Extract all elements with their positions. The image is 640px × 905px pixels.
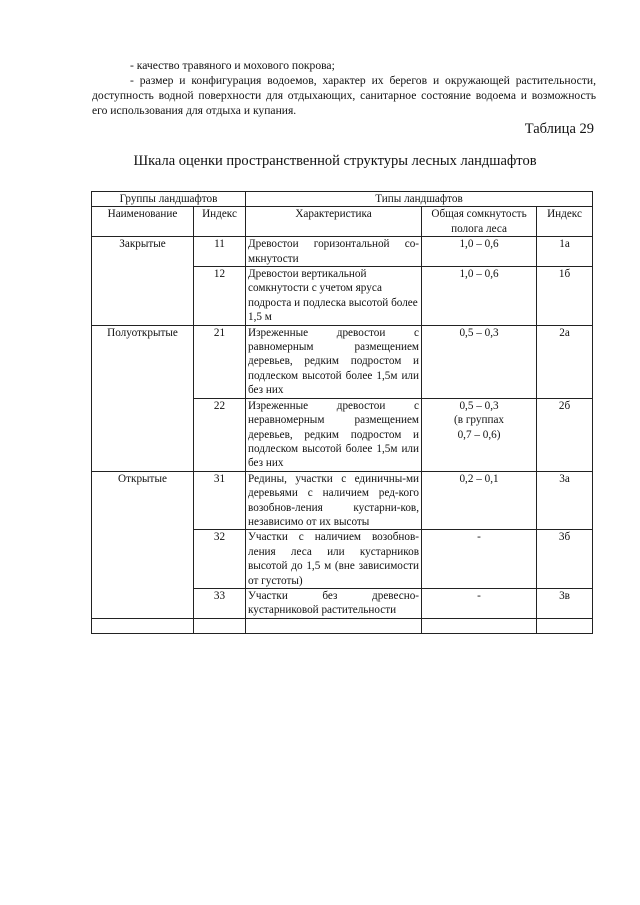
row-index: 31 bbox=[194, 471, 246, 530]
header-type-index: Индекс bbox=[537, 207, 593, 237]
row-characteristic: Изреженные древостои с равномерным размещением деревьев, редким подростом и подлеском высотой более 1,5м или без них bbox=[246, 325, 422, 398]
row-index: 33 bbox=[194, 588, 246, 618]
group-name: Полуоткрытые bbox=[92, 325, 194, 471]
header-characteristic: Характеристика bbox=[246, 207, 422, 237]
row-type-index: 3в bbox=[537, 588, 593, 618]
landscape-structure-table bbox=[91, 191, 593, 634]
row-characteristic: Участки без древесно-кустарниковой растительности bbox=[246, 588, 422, 618]
group-name: Закрытые bbox=[92, 237, 194, 325]
header-landscape-groups: Группы ландшафтов bbox=[92, 192, 246, 207]
intro-bullet-grass: - качество травяного и мохового покрова; bbox=[130, 59, 335, 72]
row-density: 0,2 – 0,1 bbox=[422, 471, 537, 530]
table-header-row-columns bbox=[92, 207, 593, 237]
header-landscape-types: Типы ландшафтов bbox=[246, 192, 593, 207]
row-characteristic: Изреженные древостои с неравномерным размещением деревьев, редким подростом и подлеском высотой более 1,5м или без них bbox=[246, 398, 422, 471]
row-density: - bbox=[422, 588, 537, 618]
header-index: Индекс bbox=[194, 207, 246, 237]
header-density: Общая сомкнутость полога леса bbox=[422, 207, 537, 237]
table-title: Шкала оценки пространственной структуры лесных ландшафтов bbox=[133, 153, 537, 169]
intro-text bbox=[92, 58, 596, 118]
table-number-label: Таблица 29 bbox=[524, 121, 594, 137]
row-density-cell bbox=[422, 398, 537, 471]
row-density: 1,0 – 0,6 bbox=[422, 237, 537, 267]
table-row bbox=[92, 471, 593, 530]
row-density: 1,0 – 0,6 bbox=[422, 267, 537, 326]
table-bottom-spacer bbox=[92, 618, 593, 633]
row-type-index: 2б bbox=[537, 398, 593, 471]
row-index: 21 bbox=[194, 325, 246, 398]
row-index: 22 bbox=[194, 398, 246, 471]
group-name: Открытые bbox=[92, 471, 194, 618]
row-characteristic: Редины, участки с единичны-ми деревьями с наличием ред-кого возобнов-ления кустарни-ков, независимо от их высоты bbox=[246, 471, 422, 530]
row-index: 32 bbox=[194, 530, 246, 589]
intro-bullet-water: - размер и конфигурация водоемов, характер их берегов и окружающей растительности, доступность водной поверхности для отдыхающих, санитарное состояние водоема и возможность его использования для отдыха и купания. bbox=[92, 74, 596, 117]
row-density: 0,5 – 0,3 bbox=[422, 325, 537, 398]
header-name: Наименование bbox=[92, 207, 194, 237]
table-row bbox=[92, 325, 593, 398]
row-characteristic: Древостои горизонтальной со-мкнутости bbox=[246, 237, 422, 267]
row-characteristic: Древостои вертикальной сомкнутости с учетом яруса подроста и подлеска высотой более 1,5 м bbox=[246, 267, 422, 326]
row-type-index: 3б bbox=[537, 530, 593, 589]
row-density: 0,5 – 0,3 bbox=[459, 399, 499, 412]
row-characteristic: Участки с наличием возобнов-ления леса или кустарников высотой до 1,5 м (вне зависимости от густоты) bbox=[246, 530, 422, 589]
row-index: 12 bbox=[194, 267, 246, 326]
row-type-index: 1а bbox=[537, 237, 593, 267]
table-header-row-groups bbox=[92, 192, 593, 207]
row-type-index: 3а bbox=[537, 471, 593, 530]
row-density: - bbox=[422, 530, 537, 589]
row-type-index: 1б bbox=[537, 267, 593, 326]
table-row bbox=[92, 237, 593, 267]
row-density-group-range: 0,7 – 0,6) bbox=[457, 428, 501, 441]
row-index: 11 bbox=[194, 237, 246, 267]
row-type-index: 2а bbox=[537, 325, 593, 398]
row-density-group-note: (в группах bbox=[454, 414, 504, 427]
